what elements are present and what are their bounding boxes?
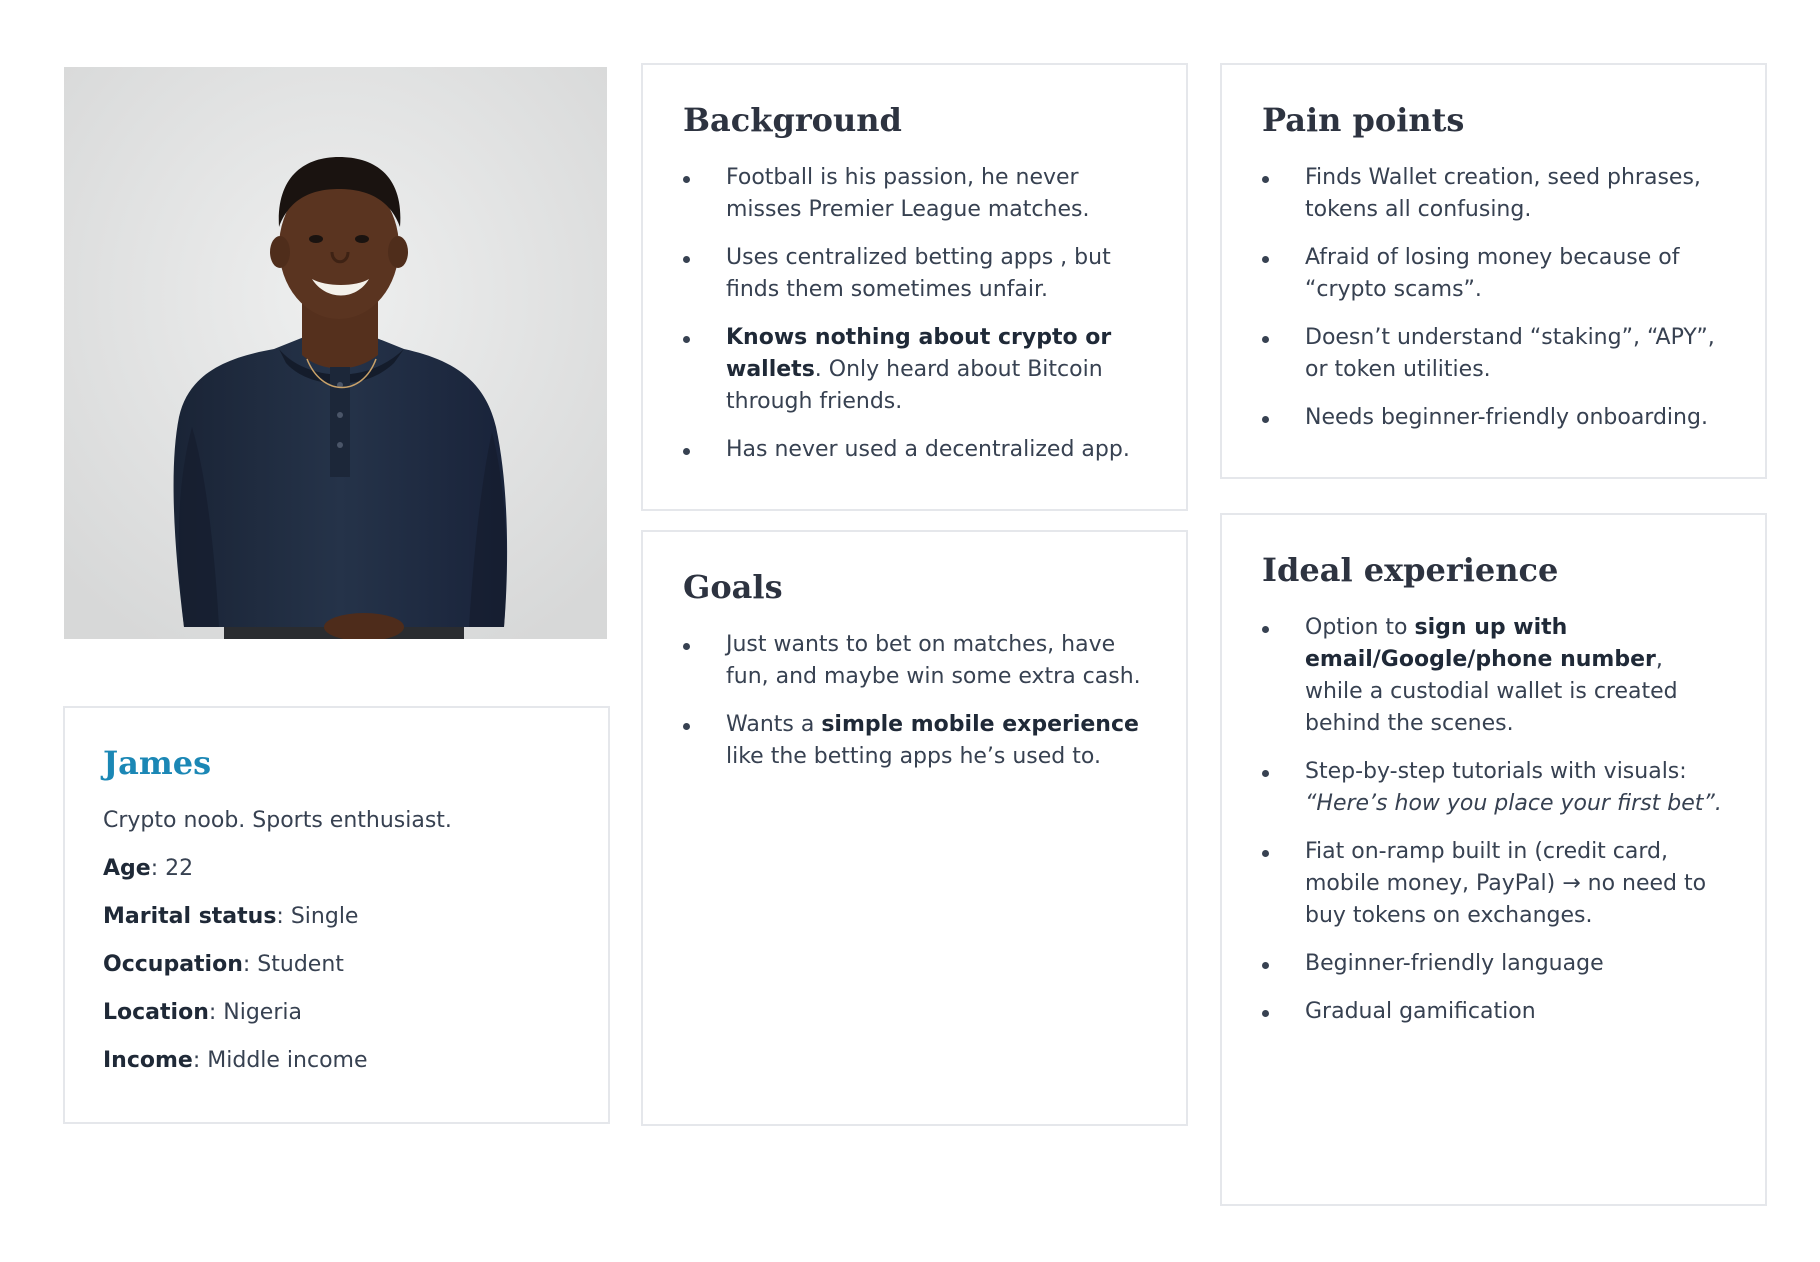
list-item: Afraid of losing money because of “crypto scams”. — [1262, 242, 1727, 306]
persona-portrait-illustration — [64, 67, 607, 639]
background-list — [683, 162, 1148, 466]
persona-name: James — [103, 744, 212, 782]
field-label: Age — [103, 856, 151, 881]
profile-field-income — [103, 1045, 570, 1077]
field-label: Marital status — [103, 904, 277, 929]
list-item: Gradual gamification — [1262, 996, 1727, 1028]
profile-field-age — [103, 853, 570, 885]
list-item: Uses centralized betting apps , but finds them sometimes unfair. — [683, 242, 1148, 306]
ideal-experience-card — [1220, 513, 1767, 1206]
background-card — [641, 63, 1188, 511]
field-value: : Middle income — [192, 1048, 368, 1073]
goals-list — [683, 629, 1148, 773]
list-item — [1262, 756, 1727, 820]
list-item-text: . Only heard about Bitcoin through friends. — [726, 357, 1103, 414]
quote-text: “Here’s how you place your first bet”. — [1305, 791, 1722, 816]
field-value: : Nigeria — [208, 1000, 302, 1025]
list-item — [683, 709, 1148, 773]
pain-points-card — [1220, 63, 1767, 479]
list-item: Fiat on-ramp built in (credit card, mobile money, PayPal) → no need to buy tokens on exchanges. — [1262, 836, 1727, 932]
field-label: Location — [103, 1000, 209, 1025]
list-item — [683, 322, 1148, 418]
field-value: : 22 — [150, 856, 194, 881]
list-item-text: Wants a — [726, 712, 822, 737]
emphasis-text: Knows nothing about crypto or wallets — [726, 325, 1112, 382]
field-label: Occupation — [103, 952, 243, 977]
goals-card — [641, 530, 1188, 1126]
goals-heading: Goals — [683, 568, 783, 606]
list-item: Has never used a decentralized app. — [683, 434, 1148, 466]
list-item: Doesn’t understand “staking”, “APY”, or token utilities. — [1262, 322, 1727, 386]
field-label: Income — [103, 1048, 193, 1073]
list-item: Needs beginner-friendly onboarding. — [1262, 402, 1727, 434]
list-item: Football is his passion, he never misses Premier League matches. — [683, 162, 1148, 226]
profile-fields — [103, 853, 570, 1077]
background-heading: Background — [683, 101, 902, 139]
field-value: : Student — [242, 952, 344, 977]
pain-points-list — [1262, 162, 1727, 434]
list-item — [1262, 612, 1727, 740]
persona-tagline: Crypto noob. Sports enthusiast. — [103, 808, 452, 833]
persona-photo — [64, 67, 607, 639]
emphasis-text: sign up with email/Google/phone number — [1305, 615, 1656, 672]
profile-field-marital-status — [103, 901, 570, 933]
profile-field-location — [103, 997, 570, 1029]
list-item-text: like the betting apps he’s used to. — [726, 744, 1101, 769]
list-item: Finds Wallet creation, seed phrases, tokens all confusing. — [1262, 162, 1727, 226]
list-item-text: Option to — [1305, 615, 1415, 640]
field-value: : Single — [276, 904, 359, 929]
profile-card — [63, 706, 610, 1124]
list-item: Beginner-friendly language — [1262, 948, 1727, 980]
pain-points-heading: Pain points — [1262, 101, 1465, 139]
list-item-text: Step-by-step tutorials with visuals: — [1305, 759, 1687, 784]
ideal-experience-list — [1262, 612, 1727, 1028]
list-item: Just wants to bet on matches, have fun, and maybe win some extra cash. — [683, 629, 1148, 693]
ideal-experience-heading: Ideal experience — [1262, 551, 1559, 589]
list-item-text: , while a custodial wallet is created behind the scenes. — [1305, 647, 1678, 736]
profile-field-occupation — [103, 949, 570, 981]
emphasis-text: simple mobile experience — [821, 712, 1139, 737]
